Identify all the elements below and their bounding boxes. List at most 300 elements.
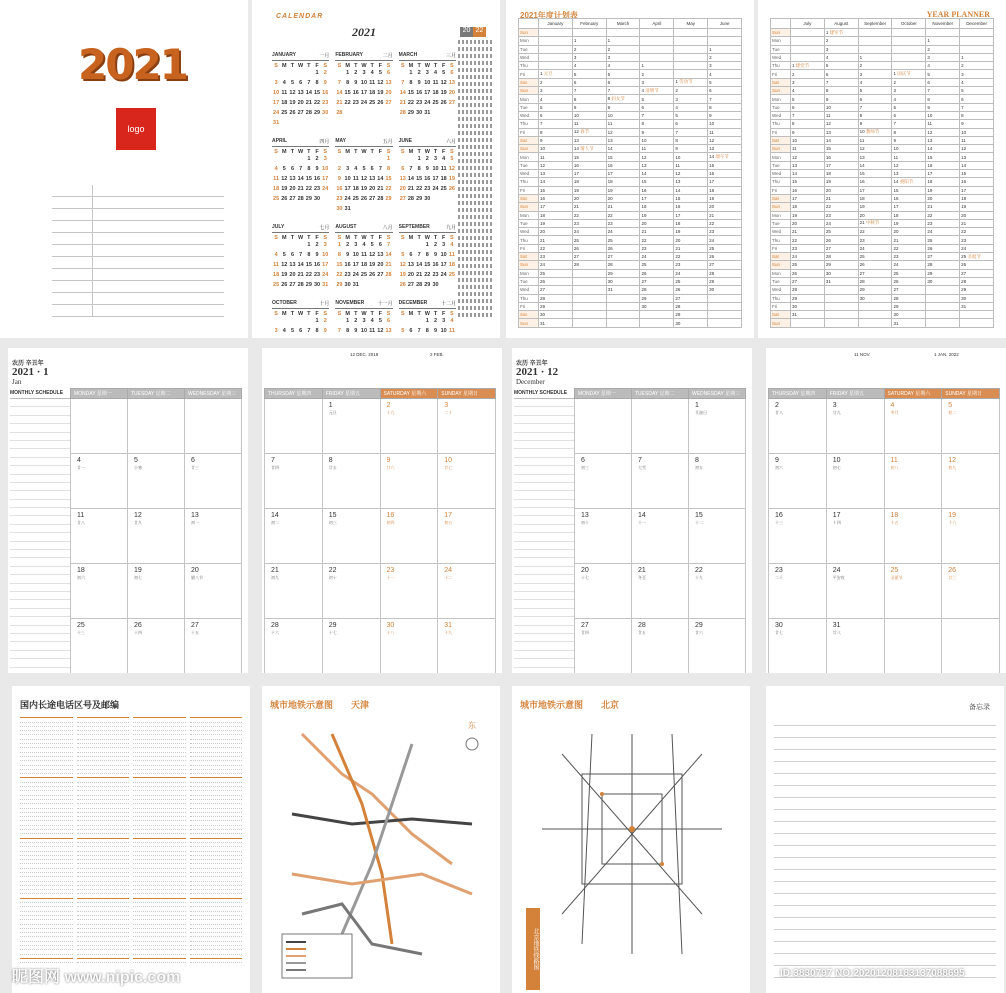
planner-cell[interactable] [539, 145, 573, 153]
planner-cell[interactable] [708, 319, 742, 327]
planner-cell[interactable] [708, 78, 742, 86]
planner-cell[interactable] [926, 62, 960, 70]
planner-cell[interactable] [926, 170, 960, 178]
planner-cell[interactable] [926, 153, 960, 161]
planner-cell[interactable] [791, 253, 825, 261]
planner-cell[interactable] [572, 194, 606, 202]
planner-cell[interactable] [791, 62, 825, 70]
planner-cell[interactable] [858, 111, 892, 119]
planner-cell[interactable] [674, 62, 708, 70]
day-box[interactable] [265, 454, 323, 509]
planner-cell[interactable] [892, 228, 926, 236]
planner-cell[interactable] [640, 78, 674, 86]
planner-cell[interactable] [640, 302, 674, 310]
day-box[interactable] [575, 564, 632, 619]
planner-cell[interactable] [824, 45, 858, 53]
planner-cell[interactable] [539, 29, 573, 37]
planner-cell[interactable] [606, 120, 640, 128]
planner-cell[interactable] [606, 178, 640, 186]
planner-cell[interactable] [858, 53, 892, 61]
planner-cell[interactable] [926, 294, 960, 302]
planner-cell[interactable] [926, 311, 960, 319]
planner-cell[interactable] [824, 95, 858, 103]
planner-cell[interactable] [892, 120, 926, 128]
planner-cell[interactable] [824, 29, 858, 37]
planner-cell[interactable] [606, 111, 640, 119]
planner-cell[interactable] [791, 45, 825, 53]
planner-cell[interactable] [539, 219, 573, 227]
day-box[interactable] [438, 509, 496, 564]
planner-cell[interactable] [926, 302, 960, 310]
day-box[interactable] [575, 619, 632, 674]
planner-cell[interactable] [858, 253, 892, 261]
planner-cell[interactable] [926, 145, 960, 153]
planner-cell[interactable] [960, 136, 994, 144]
planner-cell[interactable] [858, 153, 892, 161]
planner-cell[interactable] [539, 87, 573, 95]
planner-cell[interactable] [858, 277, 892, 285]
planner-cell[interactable] [539, 236, 573, 244]
planner-cell[interactable] [674, 128, 708, 136]
planner-cell[interactable] [858, 29, 892, 37]
planner-cell[interactable] [606, 95, 640, 103]
day-box[interactable] [380, 509, 438, 564]
planner-cell[interactable] [926, 53, 960, 61]
day-box[interactable] [265, 399, 323, 454]
planner-cell[interactable] [858, 319, 892, 327]
planner-cell[interactable] [572, 294, 606, 302]
planner-cell[interactable] [674, 286, 708, 294]
planner-cell[interactable] [791, 29, 825, 37]
day-box[interactable] [380, 399, 438, 454]
planner-cell[interactable] [960, 319, 994, 327]
planner-cell[interactable] [926, 45, 960, 53]
day-box[interactable] [826, 564, 884, 619]
planner-cell[interactable] [572, 236, 606, 244]
planner-cell[interactable] [824, 161, 858, 169]
planner-cell[interactable] [960, 37, 994, 45]
planner-cell[interactable] [640, 203, 674, 211]
planner-cell[interactable] [791, 128, 825, 136]
planner-cell[interactable] [539, 111, 573, 119]
planner-cell[interactable] [674, 178, 708, 186]
planner-cell[interactable] [640, 153, 674, 161]
planner-cell[interactable] [606, 45, 640, 53]
planner-cell[interactable] [674, 319, 708, 327]
planner-cell[interactable] [892, 286, 926, 294]
planner-cell[interactable] [791, 78, 825, 86]
planner-cell[interactable] [640, 53, 674, 61]
planner-cell[interactable] [892, 294, 926, 302]
planner-cell[interactable] [960, 261, 994, 269]
planner-cell[interactable] [960, 269, 994, 277]
planner-cell[interactable] [640, 161, 674, 169]
planner-cell[interactable] [824, 277, 858, 285]
planner-cell[interactable] [606, 153, 640, 161]
day-box[interactable] [826, 454, 884, 509]
planner-cell[interactable] [791, 153, 825, 161]
planner-cell[interactable] [858, 261, 892, 269]
day-box[interactable] [769, 454, 827, 509]
planner-cell[interactable] [892, 37, 926, 45]
planner-cell[interactable] [926, 136, 960, 144]
planner-cell[interactable] [960, 45, 994, 53]
planner-cell[interactable] [674, 211, 708, 219]
planner-cell[interactable] [674, 29, 708, 37]
planner-cell[interactable] [539, 78, 573, 86]
planner-cell[interactable] [606, 170, 640, 178]
day-box[interactable] [185, 619, 242, 674]
planner-cell[interactable] [892, 302, 926, 310]
planner-cell[interactable] [892, 153, 926, 161]
planner-cell[interactable] [791, 277, 825, 285]
planner-cell[interactable] [606, 103, 640, 111]
planner-cell[interactable] [926, 203, 960, 211]
planner-cell[interactable] [539, 186, 573, 194]
planner-cell[interactable] [960, 194, 994, 202]
planner-cell[interactable] [960, 53, 994, 61]
planner-cell[interactable] [892, 244, 926, 252]
planner-cell[interactable] [824, 302, 858, 310]
planner-cell[interactable] [892, 194, 926, 202]
planner-cell[interactable] [674, 203, 708, 211]
planner-cell[interactable] [926, 29, 960, 37]
planner-cell[interactable] [926, 211, 960, 219]
planner-cell[interactable] [640, 194, 674, 202]
day-box[interactable] [71, 509, 128, 564]
planner-cell[interactable] [606, 253, 640, 261]
planner-cell[interactable] [791, 87, 825, 95]
planner-cell[interactable] [640, 120, 674, 128]
planner-cell[interactable] [572, 244, 606, 252]
day-box[interactable] [769, 399, 827, 454]
planner-cell[interactable] [708, 120, 742, 128]
planner-cell[interactable] [708, 186, 742, 194]
planner-cell[interactable] [960, 78, 994, 86]
planner-cell[interactable] [572, 111, 606, 119]
planner-cell[interactable] [926, 70, 960, 78]
planner-cell[interactable] [926, 37, 960, 45]
planner-cell[interactable] [640, 111, 674, 119]
planner-cell[interactable] [539, 128, 573, 136]
planner-cell[interactable] [708, 103, 742, 111]
planner-cell[interactable] [572, 203, 606, 211]
planner-cell[interactable] [606, 294, 640, 302]
planner-cell[interactable] [674, 219, 708, 227]
planner-cell[interactable] [824, 219, 858, 227]
planner-cell[interactable] [824, 103, 858, 111]
day-box[interactable] [438, 454, 496, 509]
planner-cell[interactable] [824, 53, 858, 61]
planner-cell[interactable] [791, 103, 825, 111]
planner-cell[interactable] [858, 302, 892, 310]
planner-cell[interactable] [640, 294, 674, 302]
planner-cell[interactable] [708, 111, 742, 119]
day-box[interactable] [380, 619, 438, 674]
day-box[interactable] [942, 564, 1000, 619]
planner-cell[interactable] [824, 111, 858, 119]
planner-cell[interactable] [708, 211, 742, 219]
planner-cell[interactable] [640, 236, 674, 244]
planner-cell[interactable] [926, 228, 960, 236]
planner-cell[interactable] [572, 45, 606, 53]
planner-cell[interactable] [960, 236, 994, 244]
planner-cell[interactable] [824, 311, 858, 319]
planner-cell[interactable] [572, 87, 606, 95]
day-box[interactable] [322, 399, 380, 454]
planner-cell[interactable] [791, 236, 825, 244]
planner-cell[interactable] [824, 128, 858, 136]
planner-cell[interactable] [640, 228, 674, 236]
planner-cell[interactable] [539, 253, 573, 261]
planner-cell[interactable] [606, 145, 640, 153]
planner-cell[interactable] [892, 311, 926, 319]
planner-cell[interactable] [824, 87, 858, 95]
planner-cell[interactable] [960, 145, 994, 153]
day-box[interactable] [769, 564, 827, 619]
planner-cell[interactable] [708, 277, 742, 285]
planner-cell[interactable] [606, 136, 640, 144]
planner-cell[interactable] [892, 53, 926, 61]
planner-cell[interactable] [824, 228, 858, 236]
planner-cell[interactable] [606, 277, 640, 285]
planner-cell[interactable] [539, 228, 573, 236]
planner-cell[interactable] [960, 161, 994, 169]
planner-cell[interactable] [606, 53, 640, 61]
planner-cell[interactable] [572, 253, 606, 261]
planner-cell[interactable] [791, 37, 825, 45]
planner-cell[interactable] [858, 194, 892, 202]
planner-cell[interactable] [539, 95, 573, 103]
planner-cell[interactable] [708, 244, 742, 252]
planner-cell[interactable] [791, 203, 825, 211]
planner-cell[interactable] [858, 178, 892, 186]
planner-cell[interactable] [640, 319, 674, 327]
day-box[interactable] [185, 509, 242, 564]
planner-cell[interactable] [892, 128, 926, 136]
planner-cell[interactable] [960, 29, 994, 37]
planner-cell[interactable] [572, 286, 606, 294]
planner-cell[interactable] [572, 153, 606, 161]
planner-cell[interactable] [858, 236, 892, 244]
day-box[interactable] [689, 509, 746, 564]
day-box[interactable] [689, 564, 746, 619]
planner-cell[interactable] [640, 170, 674, 178]
planner-cell[interactable] [858, 228, 892, 236]
planner-cell[interactable] [674, 87, 708, 95]
day-box[interactable] [128, 509, 185, 564]
planner-cell[interactable] [926, 111, 960, 119]
planner-cell[interactable] [572, 120, 606, 128]
planner-cell[interactable] [539, 294, 573, 302]
planner-cell[interactable] [791, 111, 825, 119]
planner-cell[interactable] [708, 29, 742, 37]
planner-cell[interactable] [640, 145, 674, 153]
planner-cell[interactable] [892, 103, 926, 111]
planner-cell[interactable] [708, 95, 742, 103]
planner-cell[interactable] [708, 37, 742, 45]
planner-cell[interactable] [708, 62, 742, 70]
planner-cell[interactable] [892, 95, 926, 103]
planner-cell[interactable] [674, 136, 708, 144]
planner-cell[interactable] [674, 37, 708, 45]
planner-cell[interactable] [674, 161, 708, 169]
planner-cell[interactable] [640, 62, 674, 70]
planner-cell[interactable] [824, 236, 858, 244]
planner-cell[interactable] [926, 277, 960, 285]
day-box[interactable] [128, 564, 185, 619]
planner-cell[interactable] [960, 62, 994, 70]
planner-cell[interactable] [539, 244, 573, 252]
planner-cell[interactable] [572, 311, 606, 319]
planner-cell[interactable] [858, 62, 892, 70]
planner-cell[interactable] [791, 269, 825, 277]
planner-cell[interactable] [606, 78, 640, 86]
day-box[interactable] [632, 564, 689, 619]
planner-cell[interactable] [572, 170, 606, 178]
planner-cell[interactable] [926, 103, 960, 111]
planner-cell[interactable] [572, 211, 606, 219]
planner-cell[interactable] [960, 103, 994, 111]
planner-cell[interactable] [674, 145, 708, 153]
planner-cell[interactable] [824, 62, 858, 70]
planner-cell[interactable] [640, 253, 674, 261]
planner-cell[interactable] [640, 70, 674, 78]
planner-cell[interactable] [791, 294, 825, 302]
day-box[interactable] [575, 509, 632, 564]
planner-cell[interactable] [572, 53, 606, 61]
planner-cell[interactable] [640, 211, 674, 219]
planner-cell[interactable] [606, 203, 640, 211]
day-box[interactable] [632, 509, 689, 564]
day-box[interactable] [769, 509, 827, 564]
planner-cell[interactable] [606, 261, 640, 269]
planner-cell[interactable] [858, 170, 892, 178]
planner-cell[interactable] [791, 136, 825, 144]
planner-cell[interactable] [824, 269, 858, 277]
planner-cell[interactable] [791, 194, 825, 202]
planner-cell[interactable] [640, 37, 674, 45]
planner-cell[interactable] [606, 311, 640, 319]
planner-cell[interactable] [539, 178, 573, 186]
planner-cell[interactable] [674, 111, 708, 119]
planner-cell[interactable] [708, 178, 742, 186]
planner-cell[interactable] [858, 203, 892, 211]
planner-cell[interactable] [674, 45, 708, 53]
planner-cell[interactable] [858, 78, 892, 86]
planner-cell[interactable] [791, 120, 825, 128]
planner-cell[interactable] [858, 161, 892, 169]
planner-cell[interactable] [539, 194, 573, 202]
planner-cell[interactable] [606, 37, 640, 45]
planner-cell[interactable] [960, 294, 994, 302]
day-box[interactable] [689, 619, 746, 674]
planner-cell[interactable] [791, 186, 825, 194]
planner-cell[interactable] [708, 145, 742, 153]
planner-cell[interactable] [708, 228, 742, 236]
planner-cell[interactable] [640, 277, 674, 285]
planner-cell[interactable] [892, 236, 926, 244]
planner-cell[interactable] [674, 170, 708, 178]
day-box[interactable] [128, 454, 185, 509]
planner-cell[interactable] [824, 253, 858, 261]
planner-cell[interactable] [539, 261, 573, 269]
planner-cell[interactable] [858, 211, 892, 219]
planner-cell[interactable] [572, 29, 606, 37]
planner-cell[interactable] [892, 87, 926, 95]
planner-cell[interactable] [858, 120, 892, 128]
planner-cell[interactable] [858, 95, 892, 103]
planner-cell[interactable] [674, 253, 708, 261]
planner-cell[interactable] [960, 219, 994, 227]
planner-cell[interactable] [674, 302, 708, 310]
planner-cell[interactable] [572, 128, 606, 136]
planner-cell[interactable] [960, 286, 994, 294]
day-box[interactable] [322, 564, 380, 619]
planner-cell[interactable] [606, 128, 640, 136]
planner-cell[interactable] [824, 211, 858, 219]
planner-cell[interactable] [640, 286, 674, 294]
day-box[interactable] [71, 454, 128, 509]
planner-cell[interactable] [640, 45, 674, 53]
day-box[interactable] [632, 399, 689, 454]
planner-cell[interactable] [791, 145, 825, 153]
planner-cell[interactable] [539, 120, 573, 128]
planner-cell[interactable] [539, 311, 573, 319]
day-box[interactable] [380, 564, 438, 619]
planner-cell[interactable] [960, 87, 994, 95]
planner-cell[interactable] [824, 153, 858, 161]
planner-cell[interactable] [606, 211, 640, 219]
day-box[interactable] [438, 619, 496, 674]
planner-cell[interactable] [674, 120, 708, 128]
planner-cell[interactable] [640, 103, 674, 111]
planner-cell[interactable] [572, 302, 606, 310]
planner-cell[interactable] [674, 70, 708, 78]
planner-cell[interactable] [572, 161, 606, 169]
planner-cell[interactable] [926, 87, 960, 95]
day-box[interactable] [438, 399, 496, 454]
planner-cell[interactable] [572, 37, 606, 45]
day-box[interactable] [826, 399, 884, 454]
planner-cell[interactable] [926, 194, 960, 202]
planner-cell[interactable] [926, 269, 960, 277]
planner-cell[interactable] [926, 161, 960, 169]
planner-cell[interactable] [708, 261, 742, 269]
planner-cell[interactable] [572, 261, 606, 269]
planner-cell[interactable] [858, 45, 892, 53]
planner-cell[interactable] [708, 170, 742, 178]
planner-cell[interactable] [606, 236, 640, 244]
planner-cell[interactable] [791, 261, 825, 269]
planner-cell[interactable] [926, 219, 960, 227]
planner-cell[interactable] [606, 29, 640, 37]
planner-cell[interactable] [606, 302, 640, 310]
planner-cell[interactable] [926, 128, 960, 136]
planner-cell[interactable] [791, 244, 825, 252]
planner-cell[interactable] [640, 311, 674, 319]
planner-cell[interactable] [926, 253, 960, 261]
planner-cell[interactable] [606, 70, 640, 78]
planner-cell[interactable] [708, 236, 742, 244]
planner-cell[interactable] [572, 78, 606, 86]
planner-cell[interactable] [858, 269, 892, 277]
planner-cell[interactable] [858, 136, 892, 144]
day-box[interactable] [942, 619, 1000, 674]
planner-cell[interactable] [791, 228, 825, 236]
planner-cell[interactable] [892, 78, 926, 86]
planner-cell[interactable] [708, 128, 742, 136]
